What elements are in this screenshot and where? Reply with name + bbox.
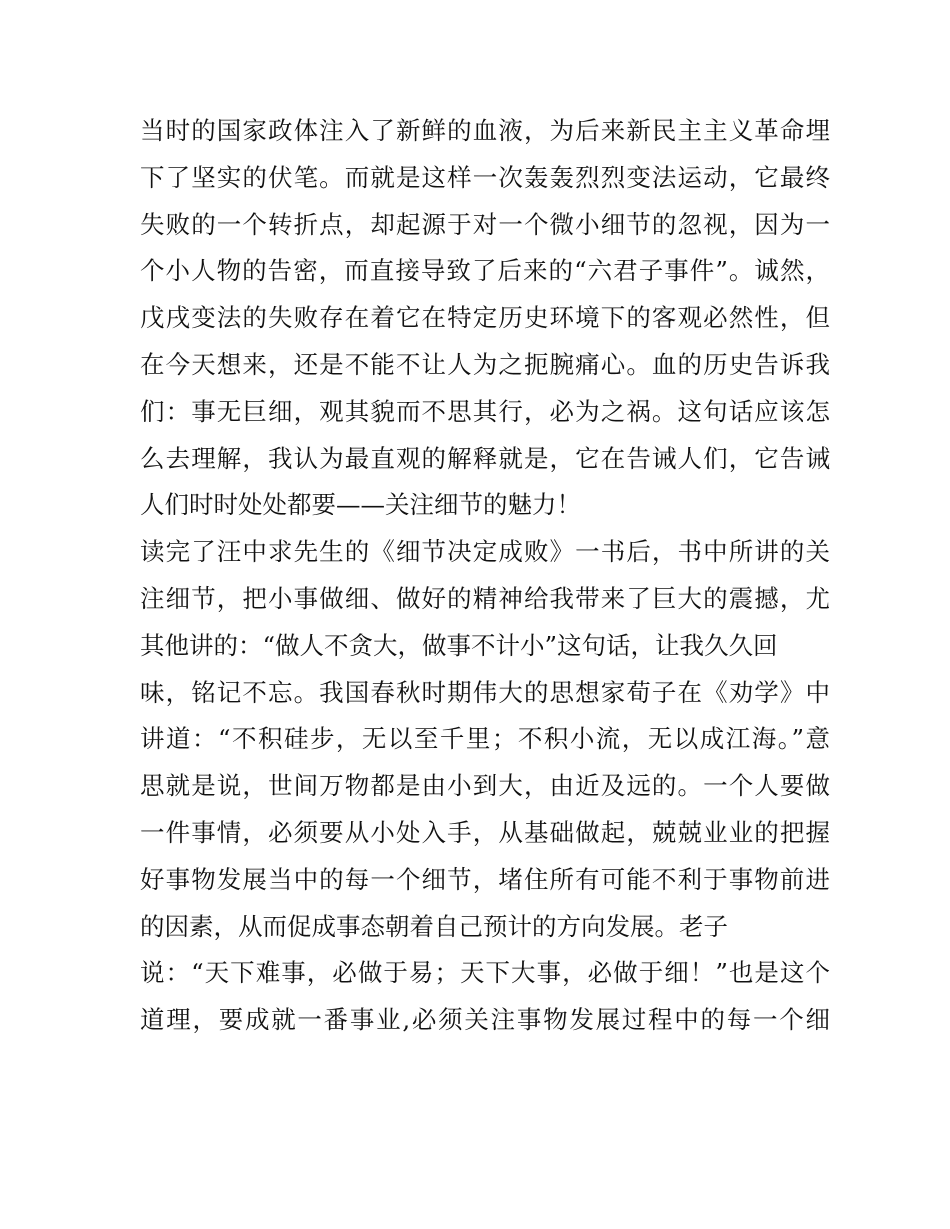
text-line: 讲道：“不积硅步，无以至千里；不积小流，无以成江海。”意 (140, 724, 830, 754)
text-line: 下了坚实的伏笔。而就是这样一次轰轰烈烈变法运动，它最终 (140, 162, 830, 192)
text-line: 么去理解，我认为最直观的解释就是，它在告诫人们，它告诫 (140, 443, 830, 473)
text-line: 当时的国家政体注入了新鲜的血液，为后来新民主主义革命埋 (140, 116, 830, 145)
text-line: 说：“天下难事，必做于易；天下大事，必做于细！”也是这个 (140, 958, 830, 988)
text-line: 人们时时处处都要——关注细节的魅力！ (140, 490, 581, 520)
text-line: 道理，要成就一番事业,必须关注事物发展过程中的每一个细 (140, 1005, 830, 1035)
text-line: 味，铭记不忘。我国春秋时期伟大的思想家荀子在《劝学》中 (140, 677, 830, 707)
text-line: 注细节，把小事做细、做好的精神给我带来了巨大的震撼，尤 (140, 583, 830, 613)
text-line: 的因素，从而促成事态朝着自己预计的方向发展。老子 (140, 911, 728, 941)
text-line: 读完了汪中求先生的《细节决定成败》一书后，书中所讲的关 (140, 537, 830, 567)
text-line: 好事物发展当中的每一个细节，堵住所有可能不利于事物前进 (140, 864, 830, 894)
text-line: 一件事情，必须要从小处入手，从基础做起，兢兢业业的把握 (140, 817, 830, 847)
text-line: 个小人物的告密，而直接导致了后来的“六君子事件”。诚然， (140, 256, 830, 286)
text-line: 其他讲的：“做人不贪大，做事不计小”这句话，让我久久回 (140, 630, 778, 660)
text-line: 思就是说，世间万物都是由小到大，由近及远的。一个人要做 (140, 771, 830, 801)
text-line: 们：事无巨细，观其貌而不思其行，必为之祸。这句话应该怎 (140, 396, 830, 426)
text-line: 在今天想来，还是不能不让人为之扼腕痛心。血的历史告诉我 (140, 349, 830, 379)
body-text (140, 108, 830, 1044)
text-line: 戊戌变法的失败存在着它在特定历史环境下的客观必然性，但 (140, 303, 830, 333)
text-line: 失败的一个转折点，却起源于对一个微小细节的忽视，因为一 (140, 209, 830, 239)
